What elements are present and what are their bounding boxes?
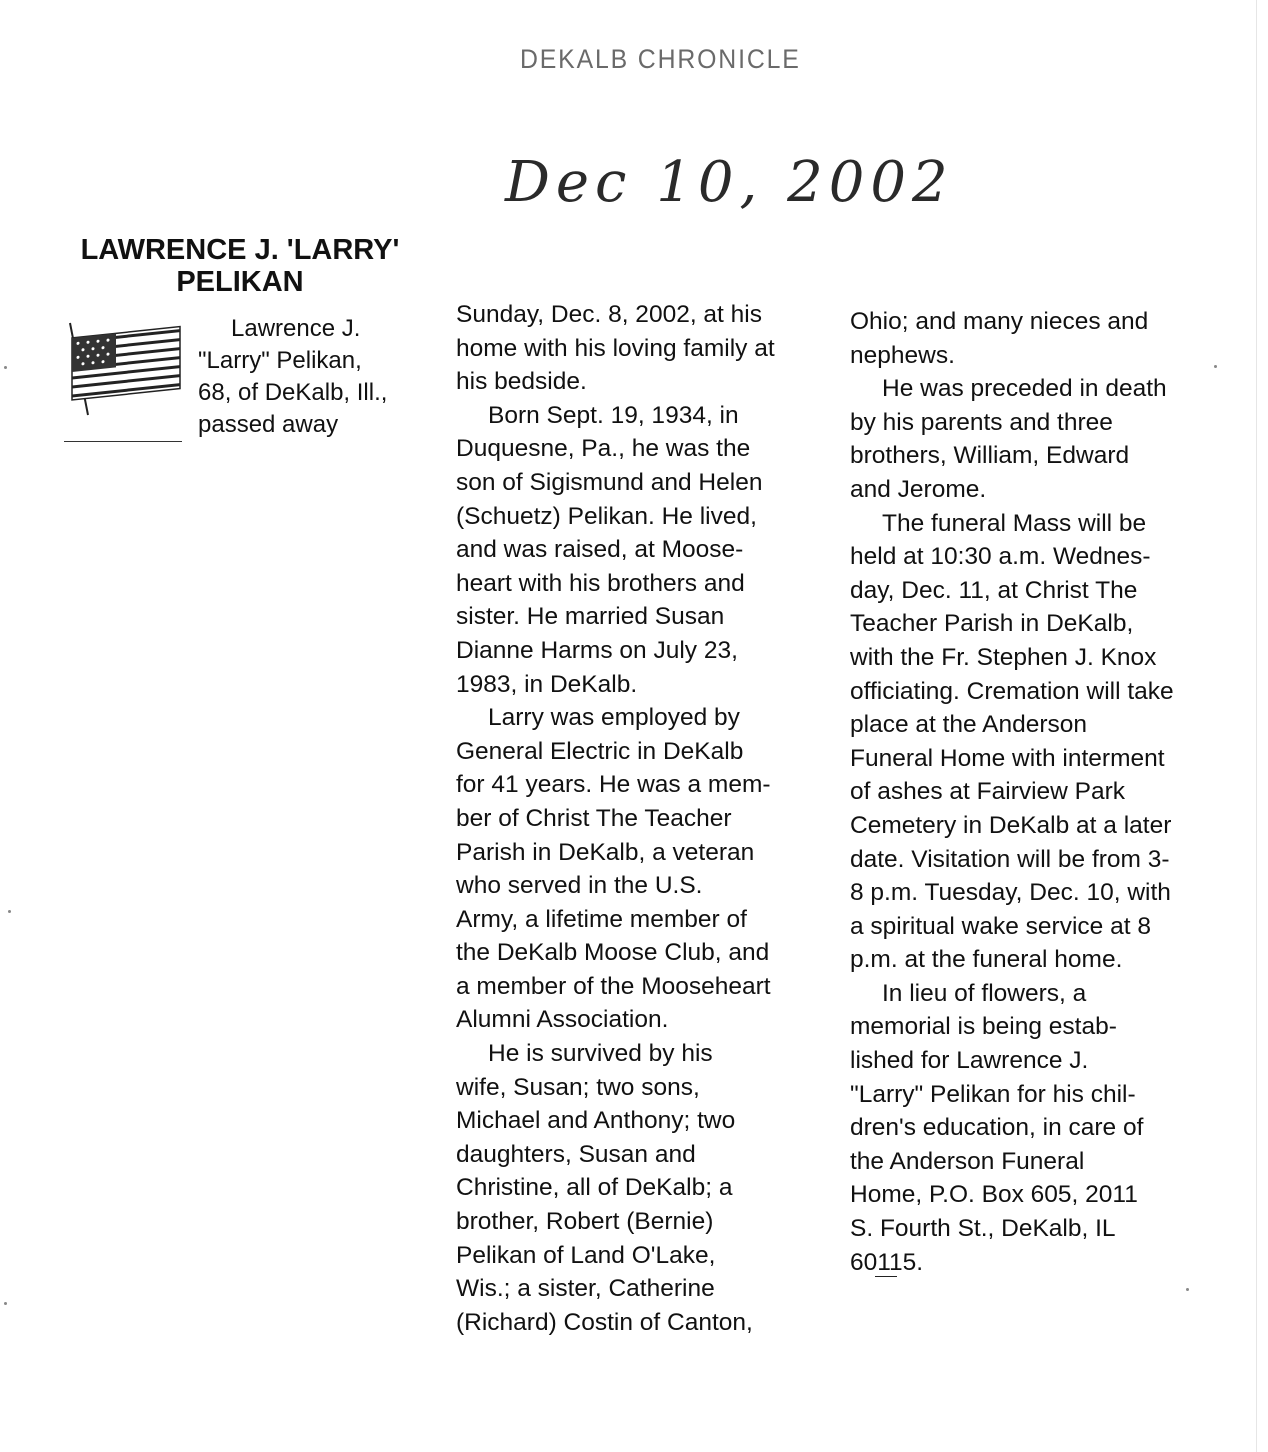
- text-line: Larry was employed by: [488, 704, 740, 732]
- text-line: 1983, in DeKalb.: [456, 670, 638, 698]
- end-rule: [875, 1276, 897, 1277]
- text-line: ber of Christ The Teacher: [456, 804, 732, 832]
- text-line: held at 10:30 a.m. Wednes-: [850, 543, 1151, 571]
- text-line: brother, Robert (Bernie): [456, 1208, 714, 1236]
- scan-speck: [1214, 365, 1217, 368]
- text-line: his bedside.: [456, 368, 587, 396]
- text-line: son of Sigismund and Helen: [456, 468, 763, 496]
- text-line: the DeKalb Moose Club, and: [456, 939, 770, 967]
- handwritten-date: Dec 10, 2002: [505, 150, 954, 215]
- text-line: for 41 years. He was a mem-: [456, 771, 771, 799]
- text-line: Born Sept. 19, 1934, in: [488, 401, 739, 429]
- text-line: memorial is being estab-: [850, 1013, 1117, 1041]
- text-line: of ashes at Fairview Park: [850, 778, 1126, 806]
- text-line: 60115.: [850, 1248, 924, 1276]
- text-line: Home, P.O. Box 605, 2011: [850, 1181, 1138, 1209]
- text-line: Funeral Home with interment: [850, 744, 1165, 772]
- intro-rule: [64, 441, 182, 442]
- text-line: S. Fourth St., DeKalb, IL: [850, 1215, 1116, 1243]
- scan-edge: [1256, 0, 1257, 1452]
- text-line: Teacher Parish in DeKalb,: [850, 610, 1134, 638]
- text-line: Army, a lifetime member of: [456, 905, 747, 933]
- newspaper-masthead: DEKALB CHRONICLE: [520, 44, 801, 74]
- text-line: Ohio; and many nieces and: [850, 308, 1149, 335]
- intro-line: "Larry" Pelikan,: [198, 347, 362, 374]
- text-line: by his parents and three: [850, 408, 1113, 436]
- text-line: wife, Susan; two sons,: [456, 1073, 700, 1101]
- text-line: who served in the U.S.: [456, 872, 703, 900]
- text-line: heart with his brothers and: [456, 569, 745, 597]
- text-line: General Electric in DeKalb: [456, 737, 744, 765]
- text-line: lished for Lawrence J.: [850, 1047, 1089, 1075]
- headline-line-2: PELIKAN: [176, 266, 304, 298]
- text-line: nephews.: [850, 341, 955, 369]
- text-line: Pelikan of Land O'Lake,: [456, 1241, 716, 1269]
- text-line: daughters, Susan and: [456, 1140, 696, 1168]
- scan-speck: [8, 910, 11, 913]
- text-line: Michael and Anthony; two: [456, 1107, 736, 1135]
- text-line: home with his loving family at: [456, 334, 775, 362]
- text-line: Cemetery in DeKalb at a later: [850, 811, 1172, 839]
- obituary-column-3: [850, 305, 1174, 1279]
- text-line: with the Fr. Stephen J. Knox: [850, 643, 1157, 671]
- text-line: brothers, William, Edward: [850, 442, 1130, 470]
- text-line: Parish in DeKalb, a veteran: [456, 838, 755, 866]
- text-line: Wis.; a sister, Catherine: [456, 1275, 715, 1303]
- text-line: the Anderson Funeral: [850, 1147, 1085, 1175]
- text-line: Christine, all of DeKalb; a: [456, 1174, 733, 1202]
- scan-speck: [4, 1302, 7, 1305]
- intro-line: Lawrence J.: [231, 315, 361, 342]
- text-line: sister. He married Susan: [456, 603, 725, 631]
- text-line: Dianne Harms on July 23,: [456, 636, 738, 664]
- text-line: and Jerome.: [850, 475, 987, 503]
- text-line: day, Dec. 11, at Christ The: [850, 576, 1138, 604]
- text-line: The funeral Mass will be: [882, 509, 1147, 537]
- text-line: a member of the Mooseheart: [456, 972, 771, 1000]
- text-line: In lieu of flowers, a: [882, 979, 1087, 1007]
- text-line: Sunday, Dec. 8, 2002, at his: [456, 301, 762, 328]
- text-line: officiating. Cremation will take: [850, 677, 1174, 705]
- text-line: He is survived by his: [488, 1040, 713, 1068]
- text-line: (Richard) Costin of Canton,: [456, 1308, 753, 1336]
- text-line: (Schuetz) Pelikan. He lived,: [456, 502, 757, 530]
- text-line: a spiritual wake service at 8: [850, 912, 1151, 940]
- obituary-intro: [198, 313, 413, 441]
- us-flag-icon: [62, 317, 186, 417]
- intro-line: 68, of DeKalb, Ill.,: [198, 379, 388, 406]
- text-line: dren's education, in care of: [850, 1114, 1144, 1142]
- scan-speck: [4, 366, 7, 369]
- text-line: p.m. at the funeral home.: [850, 946, 1123, 974]
- text-line: 8 p.m. Tuesday, Dec. 10, with: [850, 879, 1171, 907]
- text-line: Duquesne, Pa., he was the: [456, 435, 751, 463]
- text-line: and was raised, at Moose-: [456, 536, 744, 564]
- text-line: date. Visitation will be from 3-: [850, 845, 1170, 873]
- text-line: Alumni Association.: [456, 1006, 669, 1034]
- text-line: place at the Anderson: [850, 711, 1088, 739]
- obituary-column-2: [456, 298, 775, 1339]
- headline-line-1: LAWRENCE J. 'LARRY': [80, 234, 400, 266]
- text-line: He was preceded in death: [882, 375, 1167, 403]
- obituary-headline: [60, 234, 420, 298]
- scan-speck: [1186, 1288, 1189, 1291]
- text-line: "Larry" Pelikan for his chil-: [850, 1080, 1136, 1108]
- intro-line: passed away: [198, 411, 339, 438]
